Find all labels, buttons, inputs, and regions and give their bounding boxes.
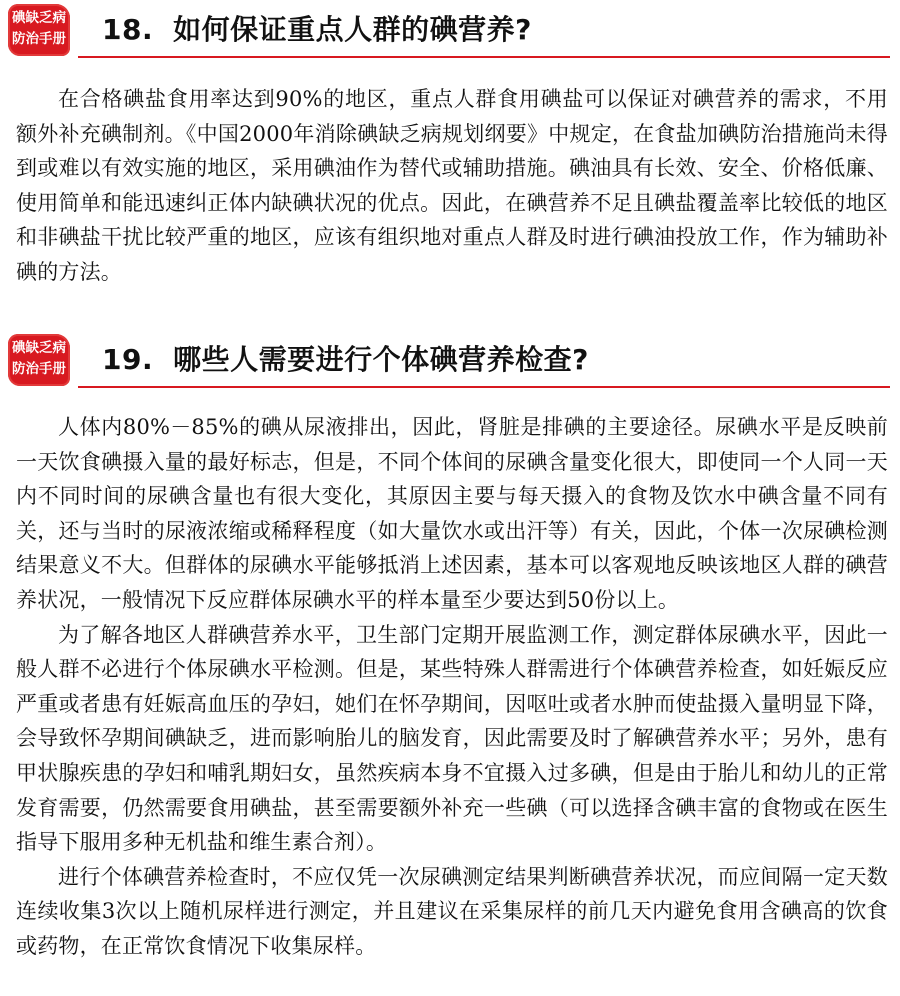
stamp-line-2: 防治手册 <box>12 31 66 47</box>
title-underline <box>78 386 890 388</box>
handbook-stamp-logo <box>8 334 70 386</box>
section-heading <box>0 330 900 388</box>
section-title <box>102 8 532 48</box>
section-body <box>0 410 900 964</box>
section-19 <box>0 330 900 958</box>
stamp-line-1: 碘缺乏病 <box>12 10 66 26</box>
section-title <box>102 338 589 378</box>
stamp-line-1: 碘缺乏病 <box>12 340 66 356</box>
section-18 <box>0 0 900 284</box>
section-number: 19. <box>102 343 154 376</box>
title-underline <box>78 56 890 58</box>
paragraph: 人体内80%－85%的碘从尿液排出，因此，肾脏是排碘的主要途径。尿碘水平是反映前一天饮食碘摄入量的最好标志，但是，不同个体间的尿碘含量变化很大，即使同一个人同一天内不同时间的尿碘含量也有很大变化，其原因主要与每天摄入的食物及饮水中碘含量不同有关，还与当时的尿液浓缩或稀释程度（如大量饮水或出汗等）有关，因此，个体一次尿碘检测结果意义不大。但群体的尿碘水平能够抵消上述因素，基本可以客观地反映该地区人群的碘营养状况，一般情况下反应群体尿碘水平的样本量至少要达到50份以上。 <box>16 415 888 612</box>
paragraph: 为了解各地区人群碘营养水平，卫生部门定期开展监测工作，测定群体尿碘水平，因此一般人群不必进行个体尿碘水平检测。但是，某些特殊人群需进行个体碘营养检查，如妊娠反应严重或者患有妊娠高血压的孕妇，她们在怀孕期间，因呕吐或者水肿而使盐摄入量明显下降，会导致怀孕期间碘缺乏，进而影响胎儿的脑发育，因此需要及时了解碘营养水平；另外，患有甲状腺疾患的孕妇和哺乳期妇女，虽然疾病本身不宜摄入过多碘，但是由于胎儿和幼儿的正常发育需要，仍然需要食用碘盐，甚至需要额外补充一些碘（可以选择含碘丰富的食物或在医生指导下服用多种无机盐和维生素合剂）。 <box>16 622 888 855</box>
section-number: 18. <box>102 13 154 46</box>
paragraph: 在合格碘盐食用率达到90%的地区，重点人群食用碘盐可以保证对碘营养的需求，不用额外补充碘制剂。《中国2000年消除碘缺乏病规划纲要》中规定，在食盐加碘防治措施尚未得到或难以有效实施的地区，采用碘油作为替代或辅助措施。碘油具有长效、安全、价格低廉、使用简单和能迅速纠正体内缺碘状况的优点。因此，在碘营养不足且碘盐覆盖率比较低的地区和非碘盐干扰比较严重的地区，应该有组织地对重点人群及时进行碘油投放工作，作为辅助补碘的方法。 <box>16 87 888 284</box>
section-title-text: 如何保证重点人群的碘营养? <box>173 13 532 46</box>
section-heading <box>0 0 900 58</box>
stamp-line-2: 防治手册 <box>12 361 66 377</box>
section-title-text: 哪些人需要进行个体碘营养检查? <box>173 343 589 376</box>
section-body <box>0 82 900 290</box>
paragraph: 进行个体碘营养检查时，不应仅凭一次尿碘测定结果判断碘营养状况，而应间隔一定天数连续收集3次以上随机尿样进行测定，并且建议在采集尿样的前几天内避免食用含碘高的饮食或药物，在正常饮食情况下收集尿样。 <box>16 864 888 958</box>
handbook-stamp-logo <box>8 4 70 56</box>
